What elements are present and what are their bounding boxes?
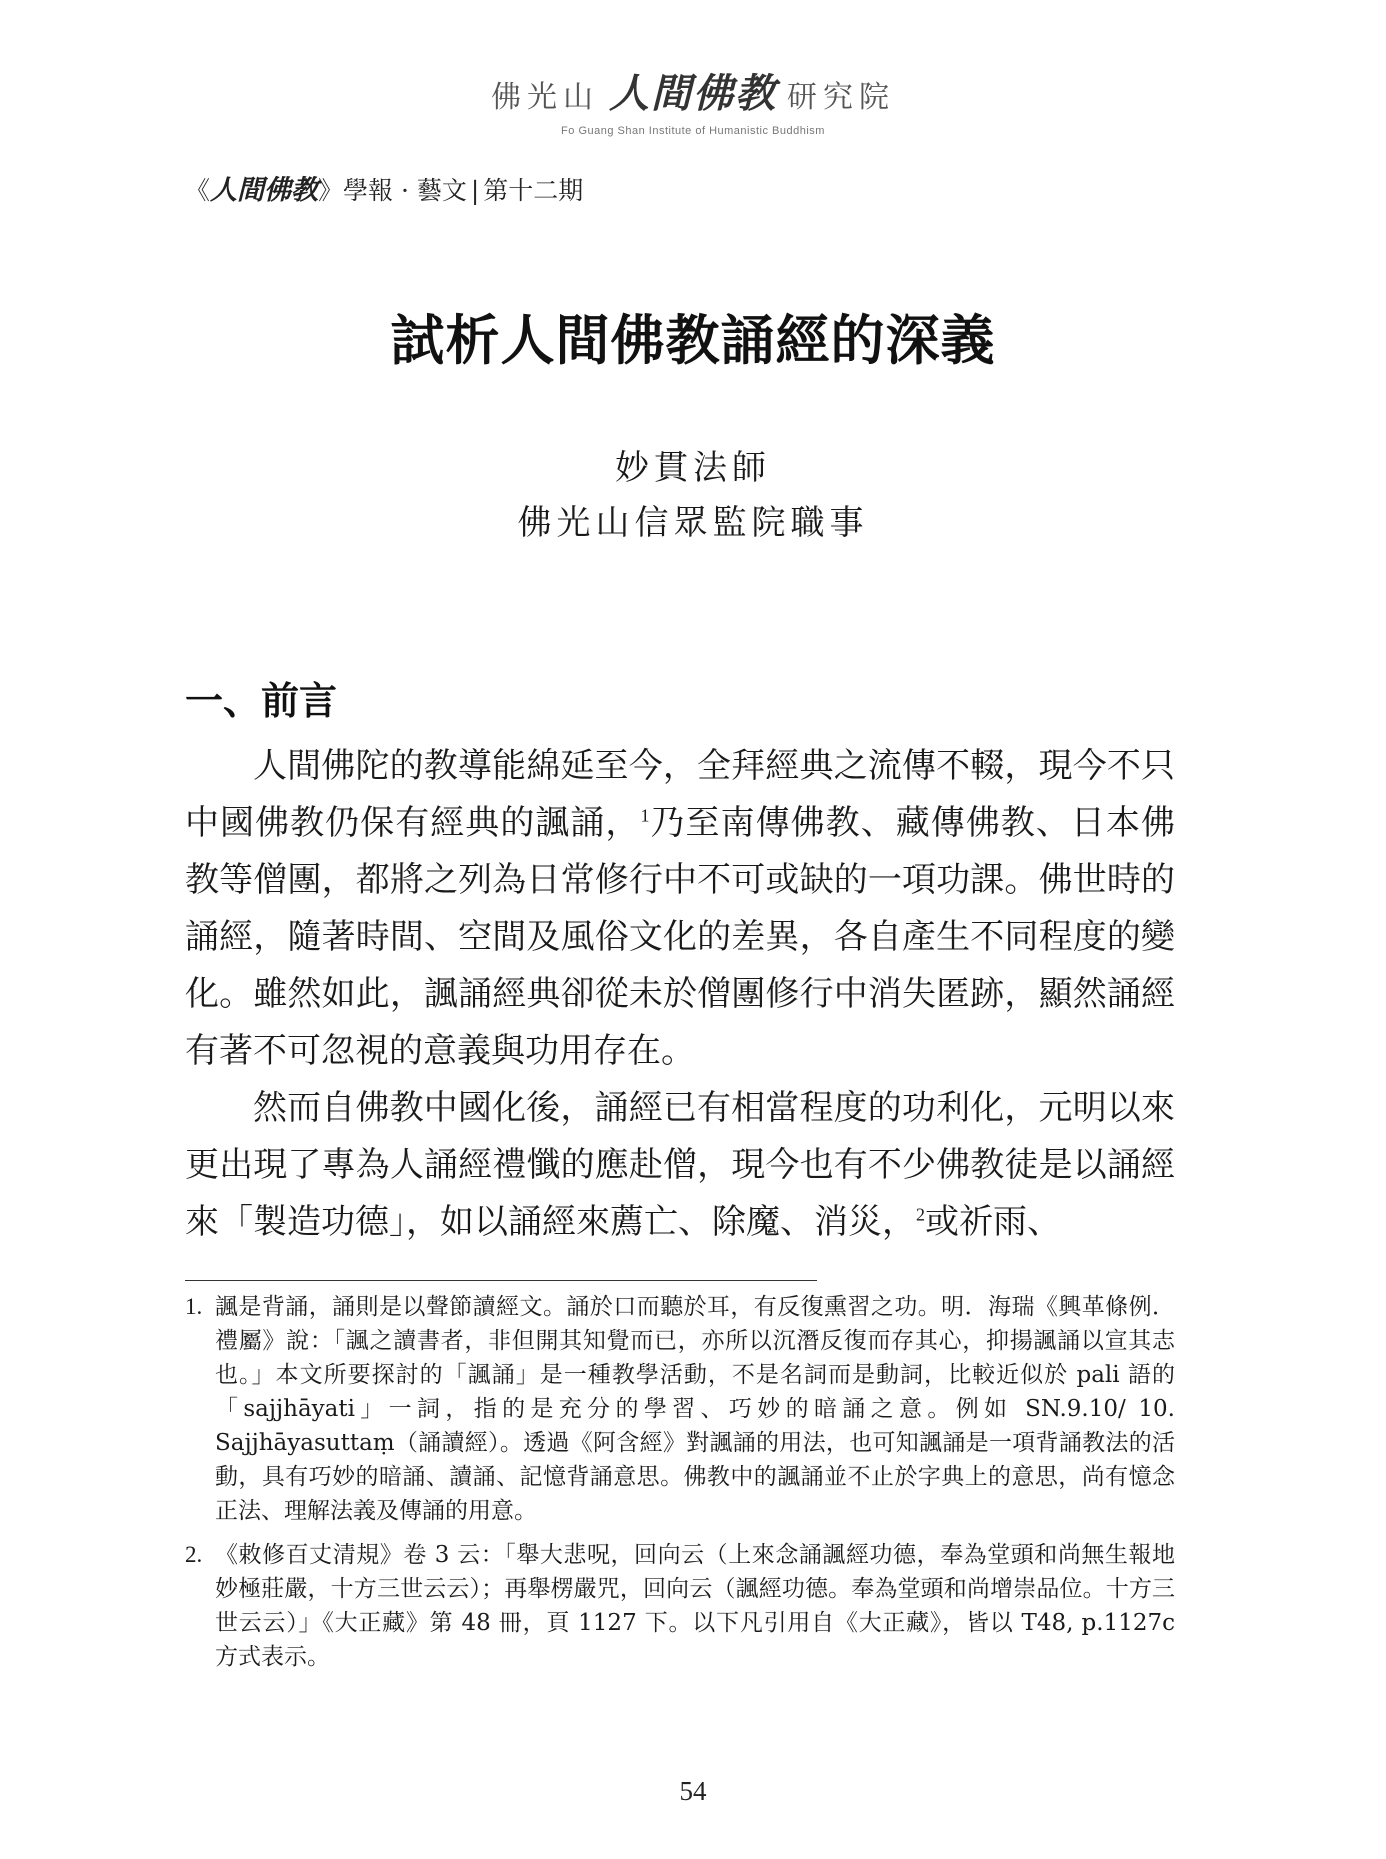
body-text — [185, 738, 1175, 1251]
footnote-divider — [185, 1280, 817, 1281]
institute-brand-logo: 人間佛教 — [609, 71, 777, 117]
footnote-ref-1[interactable]: 1 — [640, 805, 650, 826]
journal-name-rest: 》學報 · 藝文 — [318, 176, 467, 205]
paragraph-2 — [185, 1080, 1175, 1251]
journal-running-head — [185, 168, 583, 207]
paragraph-1 — [185, 738, 1175, 1080]
footnote-text: 諷是背誦，誦則是以聲節讀經文。誦於口而聽於耳，有反復熏習之功。明．海瑞《興革條例．禮屬》說：「諷之讀書者，非但開其知覺而已，亦所以沉潛反復而存其心，抑揚諷誦以宣其志也。」本文所要探討的「諷誦」是一種教學活動，不是名詞而是動詞，比較近似於 pali 語的「sajjhāyati」一詞，指的是充分的學習、巧妙的暗誦之意。例如 SN.9.10/ 10. Sajjhāyasuttaṃ（誦讀經）。透過《阿含經》對諷誦的用法，也可知諷誦是一項背誦教法的活動，具有巧妙的暗誦、讀誦、記憶背誦意思。佛教中的諷誦並不止於字典上的意思，尚有憶念正法、理解法義及傳誦的用意。 — [215, 1294, 1175, 1524]
journal-issue: 第十二期 — [483, 176, 584, 205]
institute-suffix: 研究院 — [787, 80, 895, 115]
institute-english-name: Fo Guang Shan Institute of Humanistic Buddhism — [561, 125, 825, 137]
paragraph-2-part-b: 或祈雨、 — [925, 1202, 1061, 1242]
footnotes — [185, 1290, 1175, 1684]
institute-header — [0, 62, 1386, 137]
institute-name — [0, 62, 1386, 119]
footnote-2 — [185, 1538, 1175, 1674]
footnote-number: 1. — [185, 1294, 203, 1319]
article-author: 妙貫法師 — [615, 448, 771, 488]
footnote-ref-2[interactable]: 2 — [916, 1204, 925, 1225]
article-title: 試析人間佛教誦經的深義 — [390, 309, 996, 372]
journal-brand-logo: 人間佛教 — [210, 175, 319, 206]
paragraph-1-part-a: 人間佛陀的教導能綿延至今，全拜經典之流傳不輟，現今不只中國佛教仍保有經典的諷誦， — [185, 746, 1175, 843]
footnote-1 — [185, 1290, 1175, 1528]
footnote-text: 《敕修百丈清規》卷 3 云：「舉大悲呪，回向云（上來念誦諷經功德，奉為堂頭和尚無生報地妙極莊嚴，十方三世云云）；再舉楞嚴咒，回向云（諷經功德。奉為堂頭和尚增崇品位。十方三世云云）」《大正藏》第 48 冊，頁 1127 下。以下凡引用自《大正藏》，皆以 T48, p.1127c 方式表示。 — [215, 1542, 1175, 1670]
section-heading: 一、前言 — [185, 679, 338, 723]
page-number: 54 — [679, 1776, 707, 1806]
institute-prefix: 佛光山 — [491, 80, 599, 115]
author-affiliation: 佛光山信眾監院職事 — [517, 503, 869, 543]
journal-separator: | — [470, 176, 480, 205]
paragraph-2-part-a: 然而自佛教中國化後，誦經已有相當程度的功利化，元明以來更出現了專為人誦經禮懺的應赴僧，現今也有不少佛教徒是以誦經來「製造功德」，如以誦經來薦亡、除魔、消災， — [185, 1088, 1175, 1242]
journal-open-bracket: 《 — [185, 176, 211, 205]
footnote-number: 2. — [185, 1542, 203, 1567]
paragraph-1-part-b: 乃至南傳佛教、藏傳佛教、日本佛教等僧團，都將之列為日常修行中不可或缺的一項功課。佛世時的誦經，隨著時間、空間及風俗文化的差異，各自產生不同程度的變化。雖然如此，諷誦經典卻從未於僧團修行中消失匿跡，顯然誦經有著不可忽視的意義與功用存在。 — [185, 803, 1176, 1071]
